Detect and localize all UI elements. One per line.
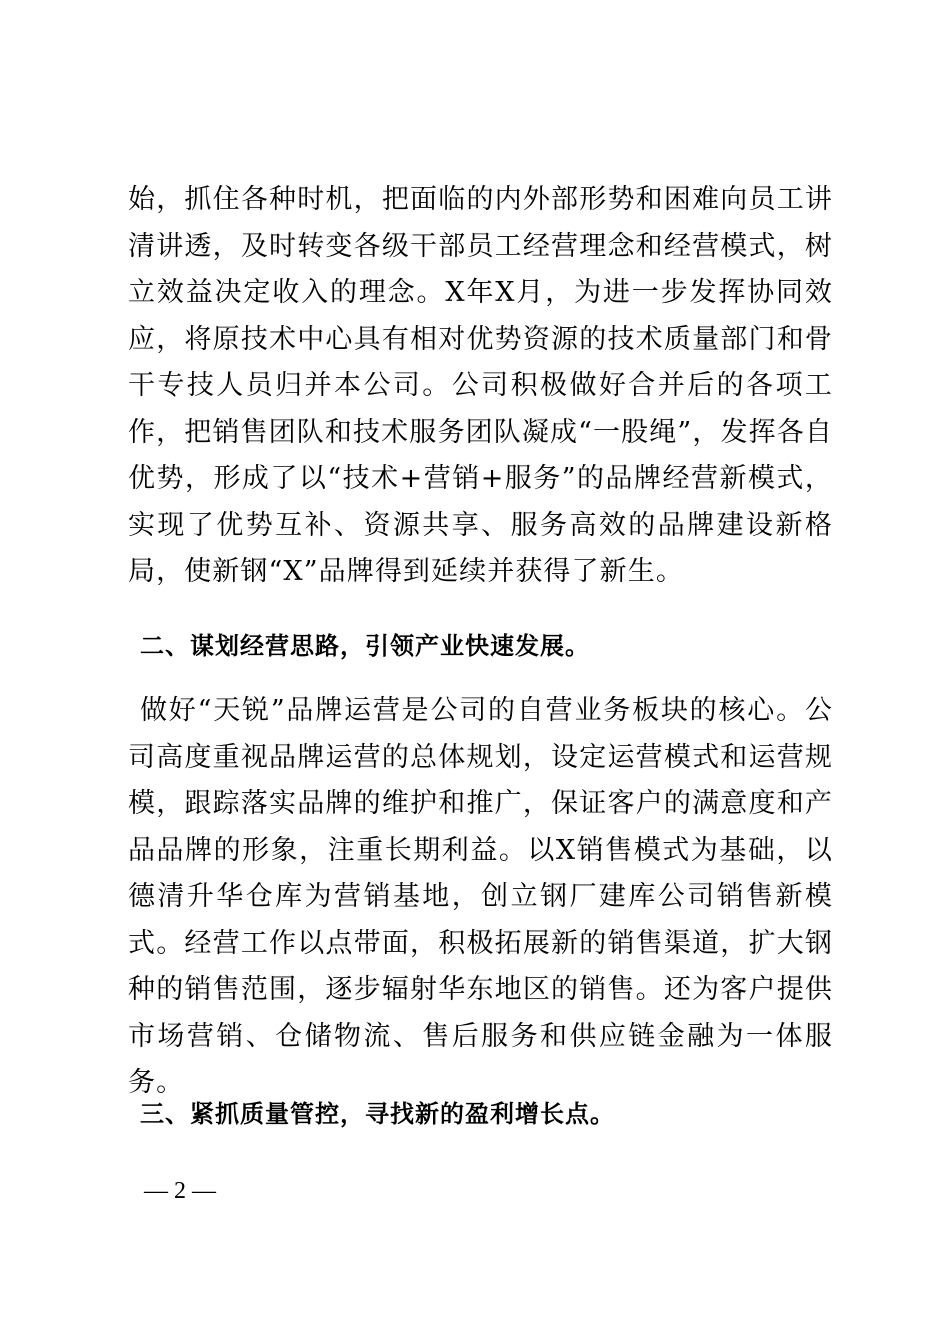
body-paragraph-2: 做好“天锐”品牌运营是公司的自营业务板块的核心。公司高度重视品牌运营的总体规划，设定运营模式和运营规模，跟踪落实品牌的维护和推广，保证客户的满意度和产品品牌的形象，注重长期利益。以X销售模式为基础，以德清升华仓库为营销基地，创立钢厂建库公司销售新模式。经营工作以点带面，积极拓展新的销售渠道，扩大钢种的销售范围，逐步辐射华东地区的销售。还为客户提供市场营销、仓储物流、售后服务和供应链金融为一体服务。 (128, 695, 833, 1098)
section-heading-3: 三、紧抓质量管控，寻找新的盈利增长点。 (140, 1100, 615, 1128)
body-paragraph-1: 始，抓住各种时机，把面临的内外部形势和困难向员工讲清讲透，及时转变各级干部员工经营理念和经营模式，树立效益决定收入的理念。X年X月，为进一步发挥协同效应，将原技术中心具有相对优势资源的技术质量部门和骨干专技人员归并本公司。公司积极做好合并后的各项工作，把销售团队和技术服务团队凝成“一股绳”，发挥各自优势，形成了以“技术+营销+服务”的品牌经营新模式，实现了优势互补、资源共享、服务高效的品牌建设新格局，使新钢“X”品牌得到延续并获得了新生。 (128, 184, 833, 587)
section-heading-2: 二、谋划经营思路，引领产业快速发展。 (140, 632, 590, 660)
page-number: — 2 — (144, 1178, 216, 1204)
